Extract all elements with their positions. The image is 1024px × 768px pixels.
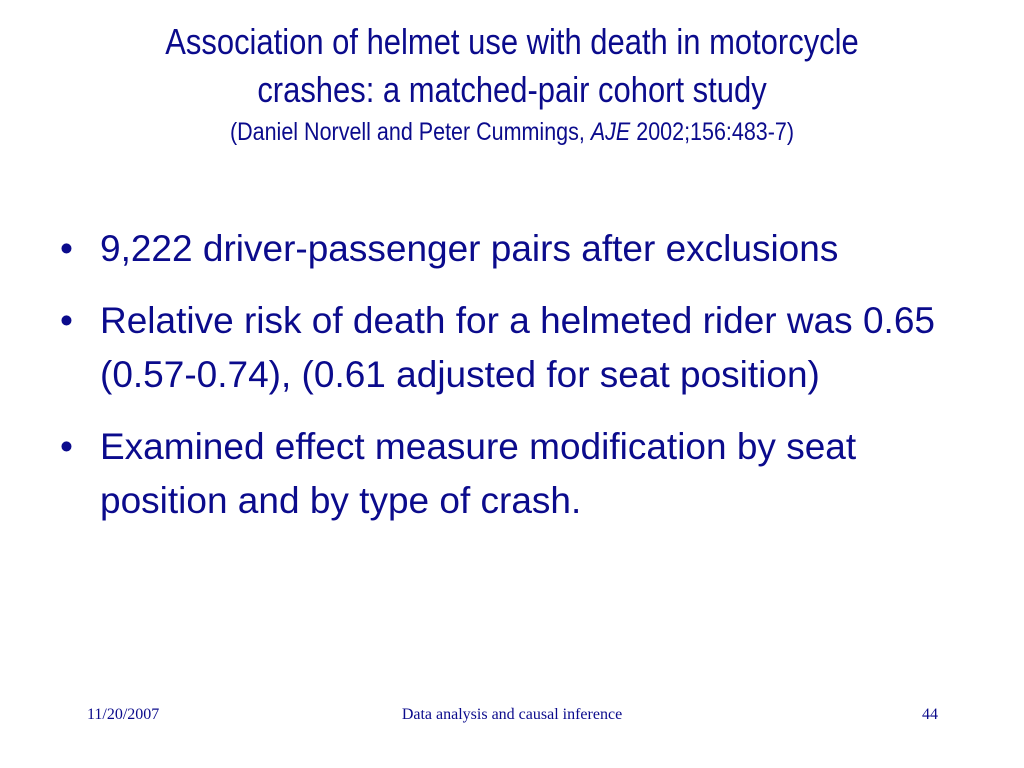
citation-reference: 2002;156:483-7) (630, 118, 795, 146)
bullet-dot-icon: • (60, 300, 73, 341)
bullet-dot-icon: • (60, 228, 73, 269)
bullet-text: 9,222 driver-passenger pairs after exclusions (100, 228, 839, 269)
slide-title-block (40, 18, 984, 150)
footer-title: Data analysis and causal inference (401, 706, 623, 723)
bullet-item (56, 222, 956, 276)
bullet-item (56, 294, 956, 402)
page-number: 44 (922, 706, 938, 723)
bullet-item (56, 420, 956, 528)
citation-journal: AJE (590, 118, 631, 146)
citation (106, 114, 918, 150)
footer-date: 11/20/2007 (87, 706, 160, 723)
citation-authors: (Daniel Norvell and Peter Cummings, (229, 118, 591, 146)
bullet-text: Examined effect measure modification by seat position and by type of crash. (100, 426, 857, 521)
bullet-text: Relative risk of death for a helmeted rider was 0.65 (0.57-0.74), (0.61 adjusted for seat position) (100, 300, 935, 395)
bullet-dot-icon: • (60, 426, 73, 467)
slide-title-line-2: crashes: a matched-pair cohort study (257, 69, 767, 110)
bullet-list (56, 222, 956, 546)
slide-title-line-1: Association of helmet use with death in motorcycle (165, 21, 859, 62)
slide-footer (0, 706, 1024, 730)
